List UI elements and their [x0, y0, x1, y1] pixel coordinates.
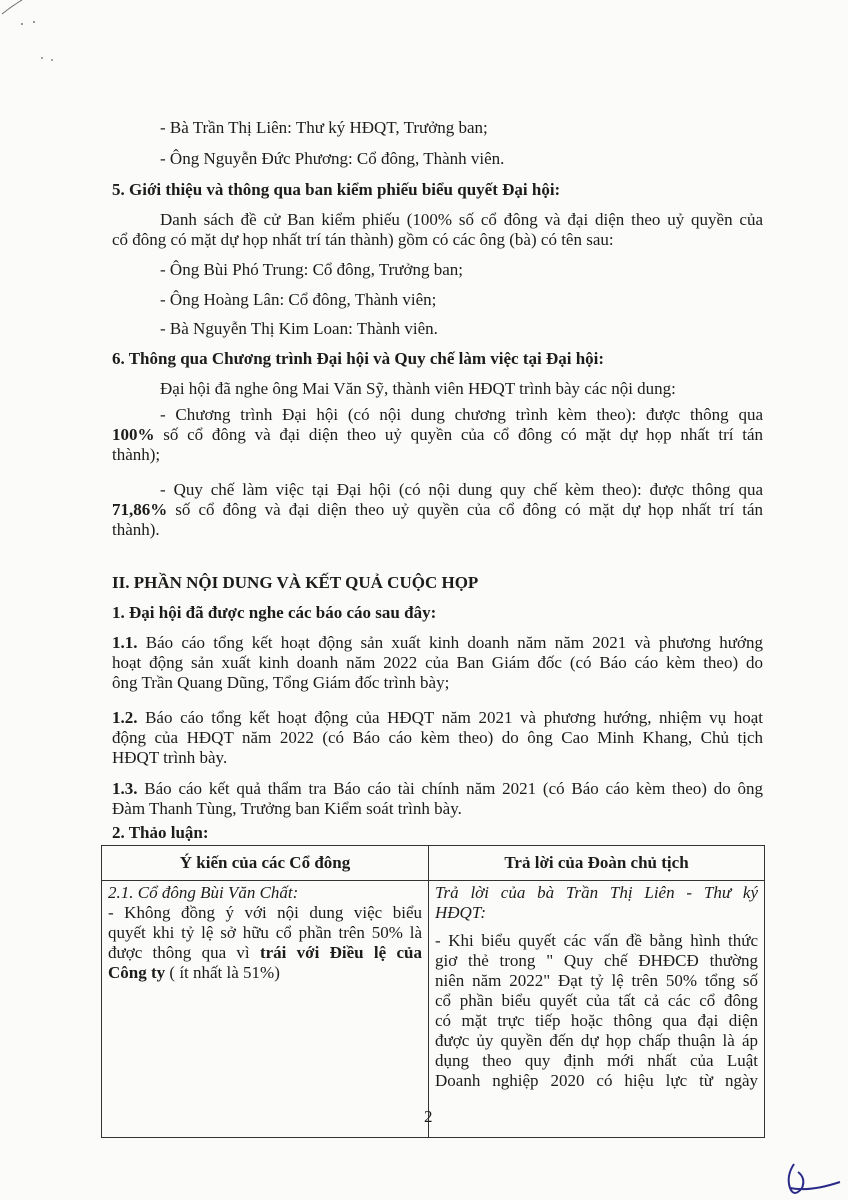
subsection-2-heading: 2. Thảo luận:	[112, 823, 209, 842]
text-line: quyết khi tỷ lệ sở hữu cổ phần trên 50% là	[108, 923, 422, 942]
text-line: cổ phần biểu quyết của tất cả các cổ đông	[435, 991, 758, 1010]
section-6-heading: 6. Thông qua Chương trình Đại hội và Quy chế làm việc tại Đại hội:	[112, 349, 605, 368]
text-line: Báo cáo tổng kết hoạt động của HĐQT năm 2021 và phương hướng, nhiệm vụ hoạt	[137, 708, 763, 727]
scan-mark-top-left	[0, 0, 60, 70]
table-row	[102, 881, 765, 1138]
part-2-heading: II. PHẦN NỘI DUNG VÀ KẾT QUẢ CUỘC HỌP	[112, 573, 479, 592]
text-line: - Chương trình Đại hội (có nội dung chương trình kèm theo): được thông qua	[160, 405, 763, 424]
text-line: thành).	[112, 520, 160, 539]
text-line: hoạt động sản xuất kinh doanh năm 2022 của Ban Giám đốc (có Báo cáo kèm theo) do	[112, 653, 763, 672]
text-line: - Quy chế làm việc tại Đại hội (có nội dung quy chế kèm theo): được thông qua	[160, 480, 763, 499]
opinion-title: 2.1. Cổ đông Bùi Văn Chất:	[108, 883, 299, 902]
text-line: được thông qua vì	[108, 943, 260, 962]
text-line: số cổ đông và đại diện theo uỷ quyền của cổ đông có mặt dự họp nhất trí tán	[167, 500, 763, 519]
board-member-line: - Ông Nguyễn Đức Phương: Cổ đông, Thành viên.	[160, 149, 505, 168]
text-line: động của HĐQT năm 2022 (có Báo cáo kèm theo) do ông Cao Minh Khang, Chủ tịch	[112, 728, 763, 747]
text-line: thành);	[112, 445, 161, 464]
subsection-1-heading: 1. Đại hội đã được nghe các báo cáo sau đây:	[112, 603, 437, 622]
approval-percent: 71,86%	[112, 500, 168, 519]
text-line: số cổ đông và đại diện theo uỷ quyền của cổ đông có mặt dự họp nhất trí tán	[154, 425, 763, 444]
counting-member-line: - Bà Nguyễn Thị Kim Loan: Thành viên.	[160, 319, 438, 338]
column-header: Trả lời của Đoàn chủ tịch	[429, 846, 765, 881]
text-line: Báo cáo kết quả thẩm tra Báo cáo tài chính năm 2021 (có Báo cáo kèm theo) do ông	[137, 779, 763, 798]
page-number: 2	[424, 1107, 433, 1126]
rules-approval	[112, 480, 763, 540]
initials-signature	[780, 1158, 848, 1200]
section-6-intro: Đại hội đã nghe ông Mai Văn Sỹ, thành viên HĐQT trình bày các nội dung:	[160, 379, 676, 398]
text-line: dụng theo quy định mới nhất của Luật	[435, 1051, 758, 1070]
text-line: giơ thẻ trong " Quy chế ĐHĐCĐ thường	[435, 951, 758, 970]
response-title: Trả lời của bà Trần Thị Liên - Thư ký	[435, 883, 758, 902]
section-5-intro	[112, 210, 763, 250]
text-line: niên năm 2022" Đạt tỷ lệ trên 50% tổng số	[435, 971, 758, 990]
text-emphasis: trái với Điều lệ của	[259, 943, 422, 962]
report-1-2	[112, 708, 763, 768]
board-member-line: - Bà Trần Thị Liên: Thư ký HĐQT, Trưởng ban;	[160, 118, 488, 137]
report-number: 1.2.	[112, 708, 138, 727]
text-line: ( ít nhất là 51%)	[165, 963, 280, 982]
agenda-approval	[112, 405, 763, 465]
counting-member-line: - Ông Bùi Phó Trung: Cổ đông, Trưởng ban;	[160, 260, 464, 279]
response-title: HĐQT:	[435, 903, 487, 922]
text-line: có mặt trực tiếp hoặc thông qua đại diện	[435, 1011, 758, 1030]
report-1-3	[112, 779, 763, 819]
report-number: 1.3.	[112, 779, 138, 798]
report-1-1	[112, 633, 763, 693]
text-line: được ủy quyền đến dự họp chấp thuận là áp	[435, 1031, 758, 1050]
text-line: HĐQT trình bày.	[112, 748, 228, 767]
text-emphasis: Công ty	[108, 963, 166, 982]
text-line: Danh sách đề cử Ban kiểm phiếu (100% số cổ đông và đại diện theo uỷ quyền của	[160, 210, 763, 229]
shareholder-opinion-cell	[102, 881, 429, 1138]
text-line: - Khi biểu quyết các vấn đề bằng hình thức	[435, 931, 758, 950]
report-number: 1.1.	[112, 633, 138, 652]
discussion-table	[101, 845, 765, 1138]
counting-member-line: - Ông Hoàng Lân: Cổ đông, Thành viên;	[160, 290, 437, 309]
text-line: Đàm Thanh Tùng, Trưởng ban Kiểm soát trình bày.	[112, 799, 462, 818]
column-header: Ý kiến của các Cổ đông	[102, 846, 429, 881]
text-line: cổ đông có mặt dự họp nhất trí tán thành) gồm có các ông (bà) có tên sau:	[112, 230, 614, 249]
table-header-row	[102, 846, 765, 881]
chair-response-cell	[429, 881, 765, 1138]
text-line: Doanh nghiệp 2020 có hiệu lực từ ngày	[435, 1071, 758, 1090]
section-5-heading: 5. Giới thiệu và thông qua ban kiểm phiếu biểu quyết Đại hội:	[112, 180, 561, 199]
text-line: Báo cáo tổng kết hoạt động sản xuất kinh doanh năm năm 2021 và phương hướng	[137, 633, 763, 652]
approval-percent: 100%	[112, 425, 155, 444]
text-line: ông Trần Quang Dũng, Tổng Giám đốc trình bày;	[112, 673, 450, 692]
text-line: - Không đồng ý với nội dung việc biểu	[108, 903, 422, 922]
